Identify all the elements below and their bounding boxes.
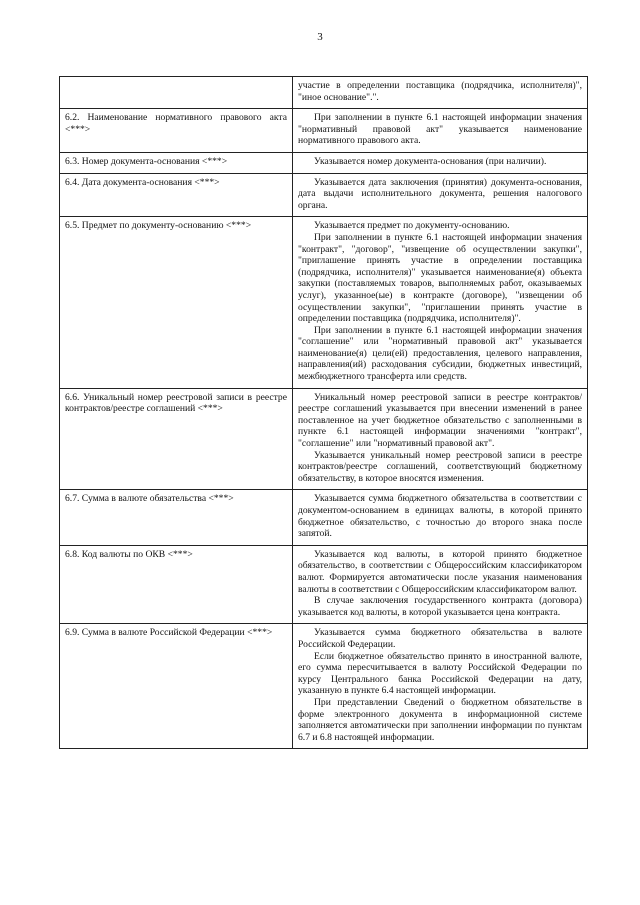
field-name-cell: 6.5. Предмет по документу-основанию <***> bbox=[60, 217, 293, 388]
description-paragraph: Указывается уникальный номер реестровой записи в реестре контрактов/реестре соглашений, соответствующий бюджетному обязательству, в которое вносятся изменения. bbox=[298, 449, 582, 484]
field-name-cell bbox=[60, 77, 293, 109]
table-row bbox=[60, 109, 588, 153]
field-name-cell: 6.8. Код валюты по ОКВ <***> bbox=[60, 545, 293, 624]
field-description-cell bbox=[293, 109, 588, 153]
field-name-cell: 6.9. Сумма в валюте Российской Федерации <***> bbox=[60, 624, 293, 749]
description-paragraph: При заполнении в пункте 6.1 настоящей информации значения "нормативный правовой акт" указывается наименование нормативного правового акта. bbox=[298, 112, 582, 147]
description-paragraph: участие в определении поставщика (подрядчика, исполнителя)", "иное основание".". bbox=[298, 80, 582, 103]
field-name-cell: 6.2. Наименование нормативного правового акта <***> bbox=[60, 109, 293, 153]
description-paragraph: При представлении Сведений о бюджетном обязательстве в форме электронного документа в информационной системе заполняется автоматически при заполнении информации по пунктам 6.7 и 6.8 настоящей информации. bbox=[298, 696, 582, 743]
table-row bbox=[60, 77, 588, 109]
field-description-cell bbox=[293, 624, 588, 749]
description-paragraph: Указывается предмет по документу-основанию. bbox=[314, 220, 510, 232]
field-name-cell: 6.4. Дата документа-основания <***> bbox=[60, 173, 293, 217]
description-paragraph: Указывается номер документа-основания (при наличии). bbox=[314, 155, 547, 167]
description-paragraph: Указывается код валюты, в которой принято бюджетное обязательство, в соответствии с Общероссийским классификатором валют. Формируется автоматически после указания наименования валюты в соответствии с Общероссийским классификатором валют. bbox=[298, 548, 582, 595]
description-paragraph: Указывается сумма бюджетного обязательства в валюте Российской Федерации. bbox=[298, 627, 582, 650]
field-description-cell bbox=[293, 217, 588, 388]
table-row bbox=[60, 490, 588, 545]
description-paragraph: При заполнении в пункте 6.1 настоящей информации значения "контракт", "договор", "извещение об осуществлении закупки", "приглашение принять участие в определении поставщика (подрядчика, исполнителя)" указывается наименование(я) объекта закупки (поставляемых товаров, выполняемых работ, оказываемых услуг), указанное(ые) в контракте (договоре), "извещении об осуществлении закупки", "приглашении принять участие в определении поставщика (подрядчика, исполнителя)". bbox=[298, 231, 582, 325]
field-name-cell: 6.6. Уникальный номер реестровой записи в реестре контрактов/реестре соглашений <***> bbox=[60, 388, 293, 490]
page-number: 3 bbox=[317, 31, 323, 43]
info-table bbox=[59, 76, 588, 749]
table-row bbox=[60, 624, 588, 749]
description-paragraph: Если бюджетное обязательство принято в иностранной валюте, его сумма пересчитывается в валюту Российской Федерации по курсу Центрального банка Российской Федерации на дату, указанную в пункте 6.4 настоящей информации. bbox=[298, 650, 582, 697]
field-description-cell bbox=[293, 388, 588, 490]
field-name-cell: 6.3. Номер документа-основания <***> bbox=[60, 152, 293, 173]
description-paragraph: Указывается сумма бюджетного обязательства в соответствии с документом-основанием в единицах валюты, в которой принято бюджетное обязательство, с точностью до второго знака после запятой. bbox=[298, 493, 582, 540]
field-description-cell bbox=[293, 77, 588, 109]
description-paragraph: В случае заключения государственного контракта (договора) указывается код валюты, в которой указывается цена контракта. bbox=[298, 595, 582, 618]
field-description-cell bbox=[293, 490, 588, 545]
description-paragraph: При заполнении в пункте 6.1 настоящей информации значения "соглашение" или "нормативный правовой акт" указывается наименование(я) цели(ей) предоставления, целевого направления, направления(ий) расходования субсидии, бюджетных инвестиций, межбюджетного трансферта или средств. bbox=[298, 324, 582, 383]
field-description-cell bbox=[293, 173, 588, 217]
table-row bbox=[60, 388, 588, 490]
table-row bbox=[60, 545, 588, 624]
field-description-cell bbox=[293, 152, 588, 173]
table-row bbox=[60, 152, 588, 173]
field-description-cell bbox=[293, 545, 588, 624]
table-row bbox=[60, 217, 588, 388]
table-row bbox=[60, 173, 588, 217]
description-paragraph: Уникальный номер реестровой записи в реестре контрактов/реестре соглашений указывается при внесении изменений в ранее поставленное на учет бюджетное обязательство с заполненными в пункте 6.1 настоящей информации значениями "контракт", "соглашение" или "нормативный правовой акт". bbox=[298, 391, 582, 450]
description-paragraph: Указывается дата заключения (принятия) документа-основания, дата выдачи исполнительного документа, решения налогового органа. bbox=[298, 176, 582, 211]
field-name-cell: 6.7. Сумма в валюте обязательства <***> bbox=[60, 490, 293, 545]
